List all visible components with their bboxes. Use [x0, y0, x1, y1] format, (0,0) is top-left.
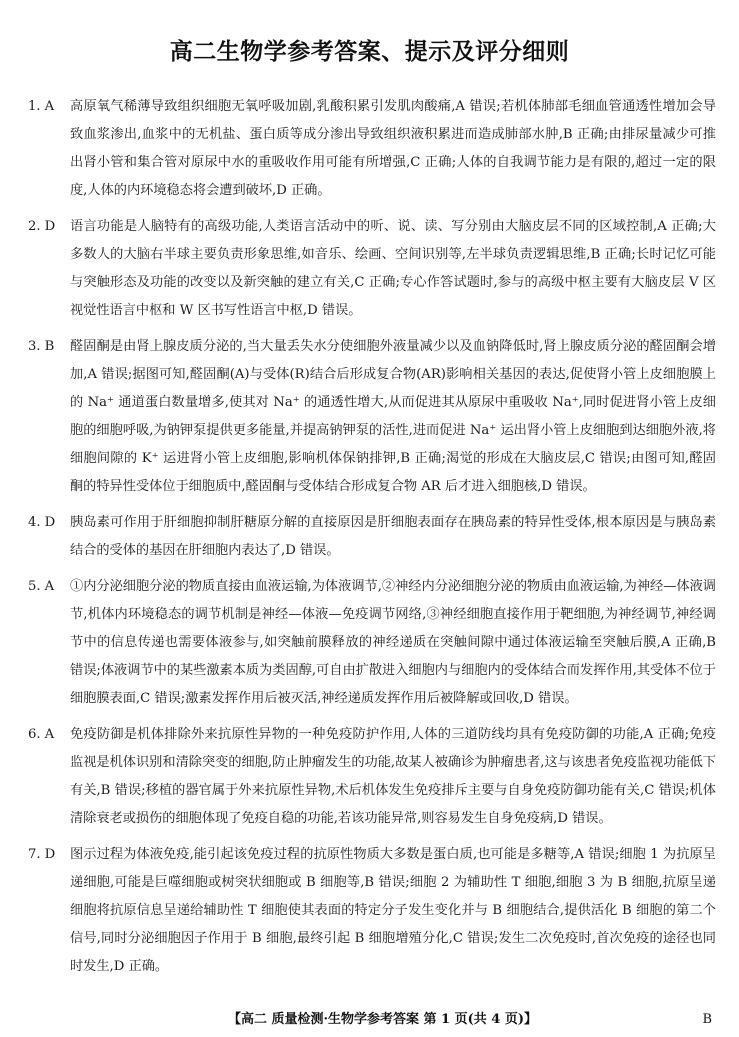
footer-text: 【高二 质量检测·生物学参考答案 第 1 页(共 4 页)】 — [227, 1012, 538, 1027]
answer-choice: B — [44, 339, 55, 354]
answer-list — [28, 93, 716, 989]
answer-item-5 — [28, 573, 716, 713]
answer-choice: A — [44, 579, 55, 594]
answer-choice: D — [44, 847, 56, 862]
item-label — [28, 333, 70, 361]
item-label — [28, 213, 70, 241]
page-title: 高二生物学参考答案、提示及评分细则 — [169, 38, 570, 65]
answer-choice: D — [44, 515, 56, 530]
answer-choice: A — [44, 727, 55, 742]
question-number: 1. — [28, 99, 41, 114]
explanation-text: 胰岛素可作用于肝细胞抑制肝糖原分解的直接原因是肝细胞表面存在胰岛素的特异性受体,根本原因是与胰岛素结合的受体的基因在肝细胞内表达了,D 错误。 — [70, 515, 716, 558]
question-number: 3. — [28, 339, 41, 354]
question-number: 5. — [28, 579, 41, 594]
version-label: B — [702, 1012, 712, 1027]
question-number: 2. — [28, 219, 41, 234]
answer-choice: A — [44, 99, 55, 114]
item-label — [28, 93, 70, 121]
item-label — [28, 721, 70, 749]
answer-item-7 — [28, 841, 716, 981]
question-number: 4. — [28, 515, 41, 530]
explanation-text: 图示过程为体液免疫,能引起该免疫过程的抗原性物质大多数是蛋白质,也可能是多糖等,A 错误;细胞 1 为抗原呈递细胞,可能是巨噬细胞或树突状细胞或 B 细胞等,B 错误;细胞 2 为辅助性 T 细胞,细胞 3 为 B 细胞,抗原呈递细胞将抗原信息呈递给辅助性 T 细胞使其表面的特定分子发生变化并与 B 细胞结合,提供活化 B 细胞的第二个信号,同时分泌细胞因子作用于 B 细胞,最终引起 B 细胞增殖分化,C 错误;发生二次免疫时,首次免疫的途径也同时发生,D 正确。 — [70, 847, 716, 974]
question-number: 7. — [28, 847, 41, 862]
explanation-text: 高原氧气稀薄导致组织细胞无氧呼吸加剧,乳酸积累引发肌肉酸痛,A 错误;若机体肺部毛细血管通透性增加会导致血浆渗出,血浆中的无机盐、蛋白质等成分渗出导致组织液积累进而造成肺部水肿,B 正确;由排尿量减少可推出肾小管和集合管对原尿中水的重吸收作用可能有所增强,C 正确;人体的自我调节能力是有限的,超过一定的限度,人体的内环境稳态将会遭到破坏,D 正确。 — [70, 99, 716, 198]
answer-item-3 — [28, 333, 716, 501]
answer-choice: D — [44, 219, 56, 234]
answer-item-2 — [28, 213, 716, 325]
page-footer — [0, 1008, 739, 1032]
explanation-text: 语言功能是人脑特有的高级功能,人类语言活动中的听、说、读、写分别由大脑皮层不同的区域控制,A 正确;大多数人的大脑右半球主要负责形象思维,如音乐、绘画、空间识别等,左半球负责逻辑思维,B 正确;长时记忆可能与突触形态及功能的改变以及新突触的建立有关,C 正确;专心作答试题时,参与的高级中枢主要有大脑皮层 V 区视觉性语言中枢和 W 区书写性语言中枢,D 错误。 — [70, 219, 716, 318]
answer-item-1 — [28, 93, 716, 205]
item-label — [28, 573, 70, 601]
answer-item-6 — [28, 721, 716, 833]
question-number: 6. — [28, 727, 41, 742]
item-label — [28, 509, 70, 537]
answer-item-4 — [28, 509, 716, 565]
item-label — [28, 841, 70, 869]
explanation-text: 醛固酮是由肾上腺皮质分泌的,当大量丢失水分使细胞外液量减少以及血钠降低时,肾上腺皮质分泌的醛固酮会增加,A 错误;据图可知,醛固酮(A)与受体(R)结合后形成复合物(AR)影响相关基因的表达,促使肾小管上皮细胞膜上的 Na⁺ 通道蛋白数量增多,使其对 Na⁺ 的通透性增大,从而促进其从原尿中重吸收 Na⁺,同时促进肾小管上皮细胞的细胞呼吸,为钠钾泵提供更多能量,并提高钠钾泵的活性,进而促进 Na⁺ 运出肾小管上皮细胞到达细胞外液,将细胞间隙的 K⁺ 运进肾小管上皮细胞,影响机体保钠排钾,B 正确;渴觉的形成在大脑皮层,C 错误;由图可知,醛固酮的特异性受体位于细胞质中,醛固酮与受体结合形成复合物 AR 后才进入细胞核,D 错误。 — [70, 339, 716, 494]
explanation-text: 免疫防御是机体排除外来抗原性异物的一种免疫防护作用,人体的三道防线均具有免疫防御的功能,A 正确;免疫监视是机体识别和清除突变的细胞,防止肿瘤发生的功能,故某人被确诊为肿瘤患者,这与该患者免疫监视功能低下有关,B 错误;移植的器官属于外来抗原性异物,术后机体发生免疫排斥主要与自身免疫防御功能有关,C 错误;机体清除衰老或损伤的细胞体现了免疫自稳的功能,若该功能异常,则容易发生自身免疫病,D 错误。 — [70, 727, 716, 826]
explanation-text: ①内分泌细胞分泌的物质直接由血液运输,为体液调节,②神经内分泌细胞分泌的物质由血液运输,为神经—体液调节,机体内环境稳态的调节机制是神经—体液—免疫调节网络,③神经细胞直接作用于靶细胞,为神经调节,神经调节中的信息传递也需要体液参与,如突触前膜释放的神经递质在突触间隙中通过体液运输至突触后膜,A 正确,B 错误;体液调节中的某些激素本质为类固醇,可自由扩散进入细胞内与细胞内的受体结合而发挥作用,其受体不位于细胞膜表面,C 错误;激素发挥作用后被灭活,神经递质发挥作用后被降解或回收,D 错误。 — [70, 579, 716, 706]
